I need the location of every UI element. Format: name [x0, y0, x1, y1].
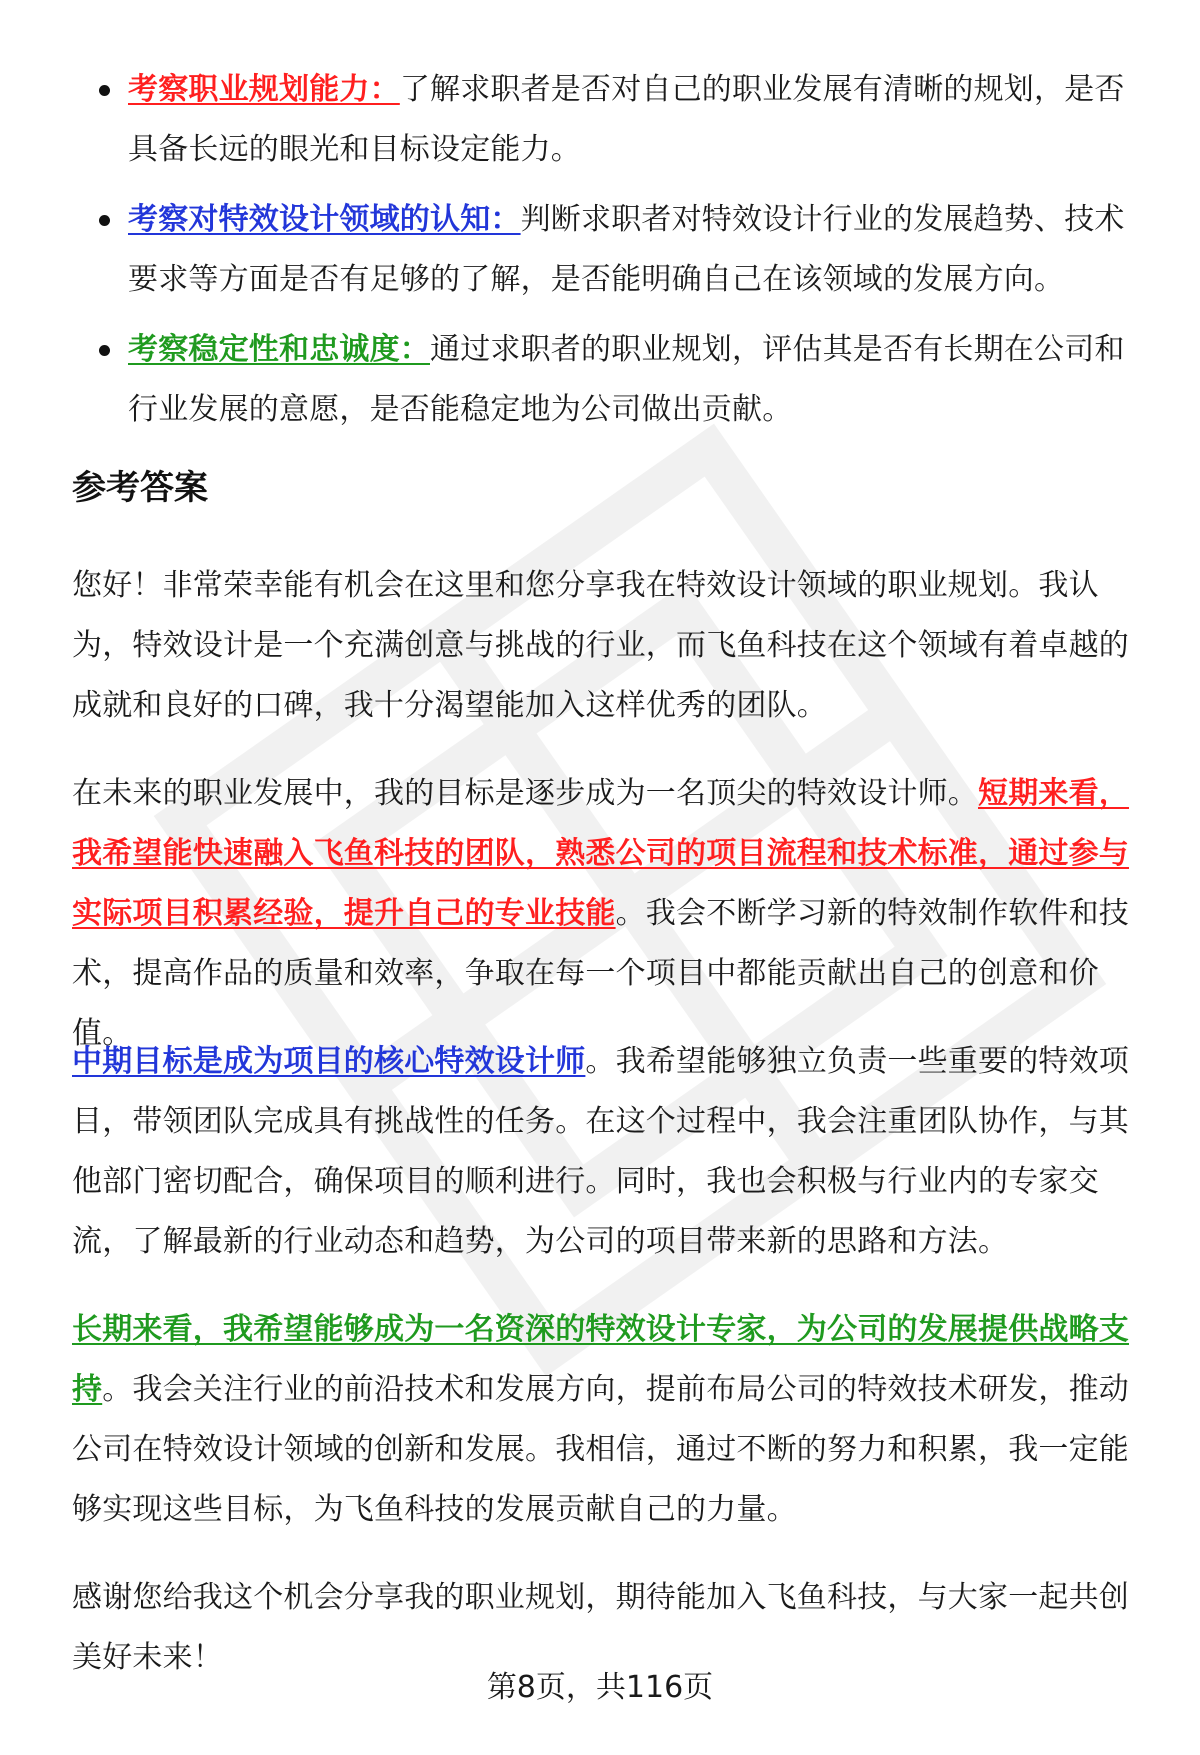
evaluation-point-career-planning	[72, 60, 1150, 180]
bullet-dot-icon	[99, 345, 110, 356]
evaluation-point-stability-loyalty	[72, 320, 1150, 440]
long-term-goal-highlight: 长期来看，我希望能够成为一名资深的特效设计专家，为公司的发展提供战略支持	[72, 1312, 1129, 1407]
paragraph-text: 。我会关注行业的前沿技术和发展方向，提前布局公司的特效技术研发，推动公司在特效设计领域的创新和发展。我相信，通过不断的努力和积累，我一定能够实现这些目标，为飞鱼科技的发展贡献自己的力量。	[72, 1372, 1130, 1527]
point-text: 了解求职者是否对自己的职业发展有清晰的规划，是否具备长远的眼光和目标设定能力。	[128, 72, 1125, 167]
paragraph-text: 。我会不断学习新的特效制作软件和技术，提高作品的质量和效率，争取在每一个项目中都能贡献出自己的创意和价值。	[72, 896, 1130, 1051]
point-text: 通过求职者的职业规划，评估其是否有长期在公司和行业发展的意愿，是否能稳定地为公司做出贡献。	[128, 332, 1125, 427]
section-title: 参考答案	[72, 468, 208, 508]
point-text: 判断求职者对特效设计行业的发展趋势、技术要求等方面是否有足够的了解，是否能明确自己在该领域的发展方向。	[128, 202, 1125, 297]
evaluation-points-list	[72, 60, 1150, 450]
answer-paragraph-intro: 您好！非常荣幸能有机会在这里和您分享我在特效设计领域的职业规划。我认为，特效设计是一个充满创意与挑战的行业，而飞鱼科技在这个领域有着卓越的成就和良好的口碑，我十分渴望能加入这样优秀的团队。	[72, 568, 1129, 723]
point-label: 考察稳定性和忠诚度：	[128, 332, 430, 367]
answer-paragraph-long-term	[72, 1300, 1150, 1540]
answer-paragraph-mid-term	[72, 1032, 1150, 1272]
answer-paragraph-short-term	[72, 764, 1150, 1064]
bullet-dot-icon	[99, 85, 110, 96]
short-term-goal-highlight: 短期来看，我希望能快速融入飞鱼科技的团队，熟悉公司的项目流程和技术标准，通过参与实际项目积累经验，提升自己的专业技能	[72, 776, 1129, 931]
evaluation-point-domain-knowledge	[72, 190, 1150, 310]
bullet-dot-icon	[99, 215, 110, 226]
answer-paragraph-closing: 感谢您给我这个机会分享我的职业规划，期待能加入飞鱼科技，与大家一起共创美好未来！	[72, 1580, 1129, 1675]
paragraph-text: 。我希望能够独立负责一些重要的特效项目，带领团队完成具有挑战性的任务。在这个过程中，我会注重团队协作，与其他部门密切配合，确保项目的顺利进行。同时，我也会积极与行业内的专家交流，了解最新的行业动态和趋势，为公司的项目带来新的思路和方法。	[72, 1044, 1130, 1259]
paragraph-text: 在未来的职业发展中，我的目标是逐步成为一名顶尖的特效设计师。	[72, 776, 978, 811]
point-label: 考察职业规划能力：	[128, 72, 400, 107]
mid-term-goal-highlight: 中期目标是成为项目的核心特效设计师	[72, 1044, 586, 1079]
page-number-footer: 第8页，共116页	[486, 1670, 714, 1705]
point-label: 考察对特效设计领域的认知：	[128, 202, 521, 237]
